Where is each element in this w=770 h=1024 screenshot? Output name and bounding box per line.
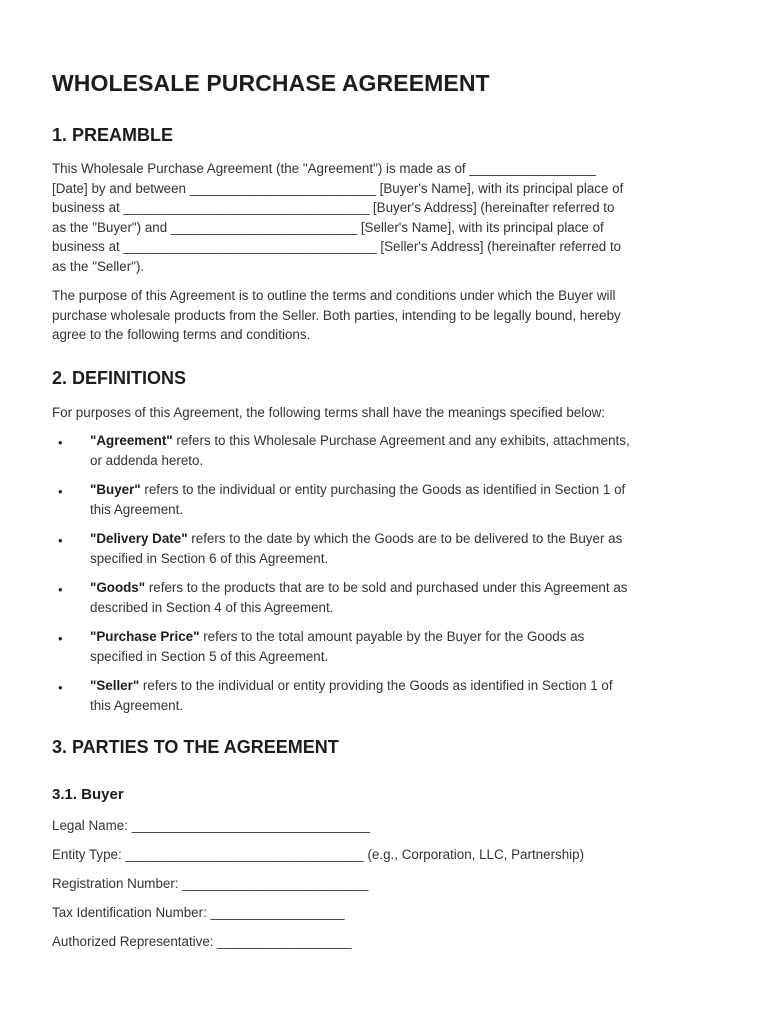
text-line: agree to the following terms and conditions. (52, 327, 311, 342)
definition-item (52, 676, 722, 715)
definition-text: refers to the date by which the Goods are to be delivered to the Buyer as (187, 531, 623, 546)
definitions-list (52, 431, 722, 725)
definition-item (52, 627, 722, 666)
definition-text: or addenda hereto. (90, 452, 204, 468)
text-line: as the "Buyer") and _________________________ [Seller's Name], with its principal place of (52, 219, 604, 235)
definition-term: "Delivery Date" (90, 531, 188, 546)
document-title: WHOLESALE PURCHASE AGREEMENT (52, 70, 490, 96)
definition-text: refers to the total amount payable by the Buyer for the Goods as (199, 629, 585, 644)
text-line: business at __________________________________ [Seller's Address] (hereinafter referred to (52, 239, 622, 254)
bullet-icon: • (58, 484, 63, 499)
text-line: [Date] by and between _________________________ [Buyer's Name], with its principal place of (52, 180, 624, 196)
definition-text: refers to the individual or entity providing the Goods as identified in Section 1 of (139, 678, 613, 693)
definition-text: this Agreement. (90, 697, 184, 713)
definition-term: "Goods" (90, 580, 146, 595)
bullet-icon: • (58, 680, 63, 695)
text-line: This Wholesale Purchase Agreement (the "Agreement") is made as of _________________ (52, 161, 596, 176)
definition-term: "Agreement" (90, 433, 173, 448)
buyer-entity-type-field: Entity Type: ________________________________ (e.g., Corporation, LLC, Partnership) (52, 847, 585, 862)
text-line: business at _________________________________ [Buyer's Address] (hereinafter referred to (52, 200, 615, 215)
section-heading-preamble: 1. PREAMBLE (52, 125, 174, 145)
purpose-paragraph (52, 286, 722, 345)
definition-item (52, 431, 722, 470)
definitions-intro (52, 403, 722, 423)
bullet-icon: • (58, 435, 63, 450)
definition-term: "Purchase Price" (90, 629, 200, 644)
buyer-registration-number-field: Registration Number: _________________________ (52, 876, 369, 891)
text-line: as the "Seller"). (52, 258, 145, 274)
definition-term: "Buyer" (90, 482, 141, 497)
text-line: For purposes of this Agreement, the following terms shall have the meanings specified below: (52, 405, 606, 420)
subsection-heading-buyer: 3.1. Buyer (52, 786, 124, 803)
bullet-icon: • (58, 631, 63, 646)
bullet-icon: • (58, 533, 63, 548)
section-heading-parties: 3. PARTIES TO THE AGREEMENT (52, 737, 339, 757)
buyer-authorized-representative-field: Authorized Representative: __________________ (52, 934, 352, 949)
buyer-tax-id-field: Tax Identification Number: __________________ (52, 905, 345, 920)
definition-item (52, 578, 722, 617)
definition-text: specified in Section 6 of this Agreement. (90, 550, 329, 566)
definition-text: refers to the individual or entity purchasing the Goods as identified in Section 1 of (140, 482, 626, 497)
section-heading-definitions: 2. DEFINITIONS (52, 368, 187, 388)
bullet-icon: • (58, 582, 63, 597)
preamble-paragraph (52, 159, 722, 276)
definition-text: refers to the products that are to be sold and purchased under this Agreement as (145, 580, 628, 595)
definition-text: this Agreement. (90, 501, 184, 517)
text-line: purchase wholesale products from the Seller. Both parties, intending to be legally bound, hereby (52, 307, 621, 323)
text-line: The purpose of this Agreement is to outline the terms and conditions under which the Buyer will (52, 288, 616, 303)
definition-text: described in Section 4 of this Agreement. (90, 599, 334, 615)
definition-item (52, 480, 722, 519)
definition-text: specified in Section 5 of this Agreement. (90, 648, 329, 664)
definition-item (52, 529, 722, 568)
definition-term: "Seller" (90, 678, 140, 693)
buyer-legal-name-field: Legal Name: ________________________________ (52, 818, 370, 833)
definition-text: refers to this Wholesale Purchase Agreement and any exhibits, attachments, (172, 433, 630, 448)
